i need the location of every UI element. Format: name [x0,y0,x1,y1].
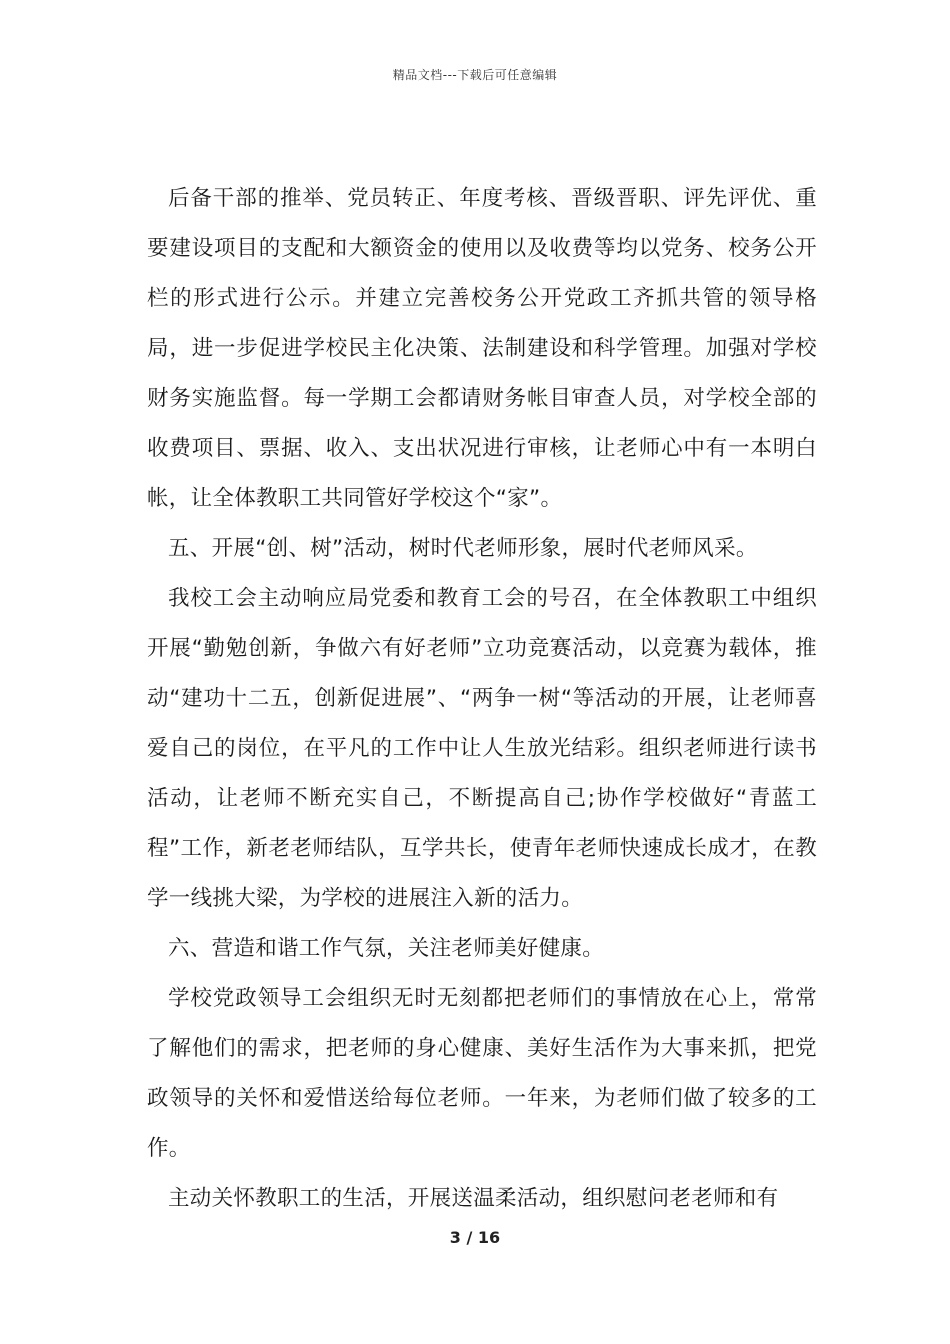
section-heading-5: 五、开展“创、树”活动，树时代老师形象，展时代老师风采。 [168,536,758,561]
paragraph-1: 后备干部的推举、党员转正、年度考核、晋级晋职、评先评优、重要建设项目的支配和大额资金的使用以及收费等均以党务、校务公开栏的形式进行公示。并建立完善校务公开党政工齐抓共管的领导格局，进一步促进学校民主化决策、法制建设和科学管理。加强对学校财务实施监督。每一学期工会都请财务帐目审查人员，对学校全部的收费项目、票据、收入、支出状况进行审核，让老师心中有一本明白帐，让全体教职工共同管好学校这个“家”。 [147,186,817,511]
paragraph-3: 学校党政领导工会组织无时无刻都把老师们的事情放在心上，常常了解他们的需求，把老师的身心健康、美好生活作为大事来抓，把党政领导的关怀和爱惜送给每位老师。一年来，为老师们做了较多的工作。 [147,986,817,1161]
paragraph-4: 主动关怀教职工的生活，开展送温柔活动，组织慰问老老师和有 [168,1186,779,1211]
section-heading-6: 六、营造和谐工作气氛，关注老师美好健康。 [168,936,605,961]
document-body [147,174,817,1224]
page-number: 3 / 16 [449,1228,501,1247]
paragraph-2: 我校工会主动响应局党委和教育工会的号召，在全体教职工中组织开展“勤勉创新，争做六有好老师”立功竞赛活动，以竞赛为载体，推动“建功十二五，创新促进展”、“两争一树“等活动的开展，让老师喜爱自己的岗位，在平凡的工作中让人生放光结彩。组织老师进行读书活动，让老师不断充实自己，不断提高自己;协作学校做好“青蓝工程”工作，新老老师结队，互学共长，使青年老师快速成长成才，在教学一线挑大梁，为学校的进展注入新的活力。 [147,586,817,911]
page-header: 精品文档---下载后可任意编辑 [392,68,558,82]
